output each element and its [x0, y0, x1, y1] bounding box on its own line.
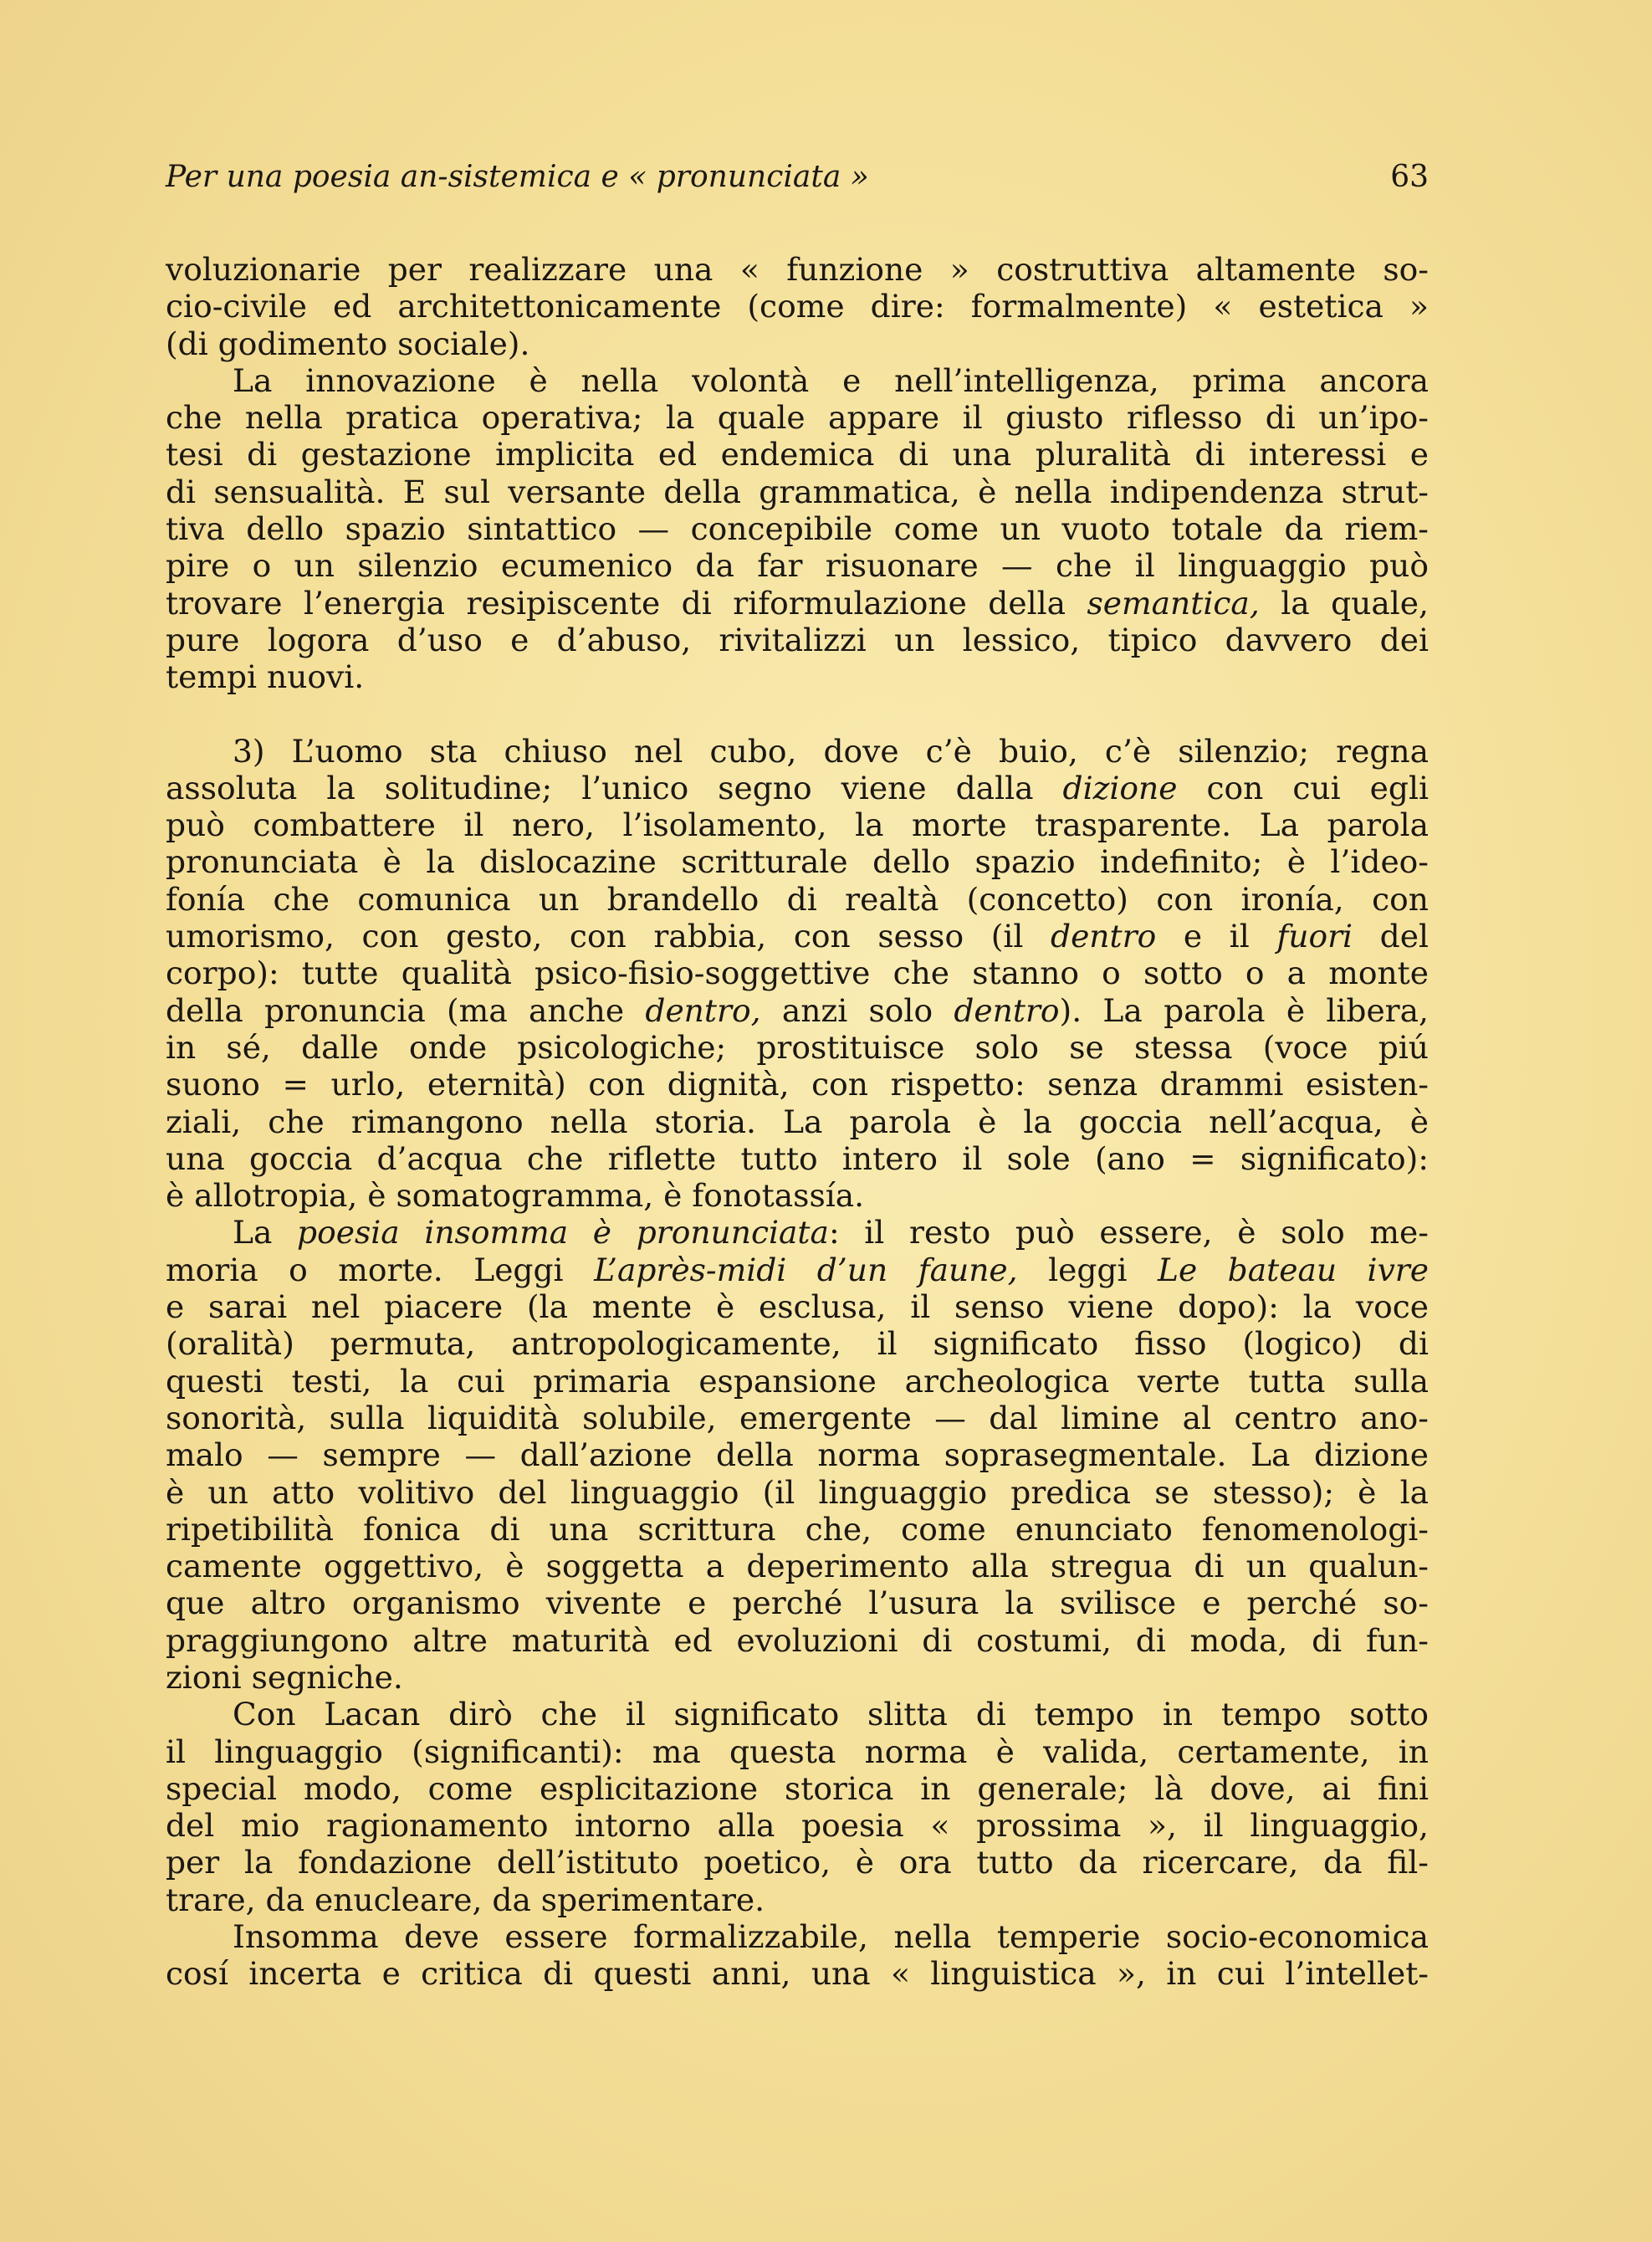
text-segment: la quale,	[1259, 584, 1429, 622]
text-line	[166, 1400, 1429, 1436]
text-line	[166, 473, 1429, 510]
text-segment: : il resto può essere, è solo me-	[828, 1214, 1429, 1252]
text-line	[166, 510, 1429, 547]
text-segment: La	[233, 1214, 298, 1252]
text-segment: e sarai nel piacere (la mente è esclusa, il senso viene dopo): la voce	[166, 1288, 1429, 1326]
text-segment: ). La parola è libera,	[1059, 991, 1429, 1029]
text-segment: que altro organismo vivente e perché l’usura la svilisce e perché so-	[166, 1584, 1429, 1622]
text-segment: suono = urlo, eternità) con dignità, con rispetto: senza drammi esisten-	[166, 1066, 1429, 1103]
text-segment: questi testi, la cui primaria espansione archeologica verte tutta sulla	[166, 1362, 1429, 1400]
text-segment: per la fondazione dell’istituto poetico, è ora tutto da ricercare, da fil-	[166, 1844, 1429, 1881]
text-segment: voluzionarie per realizzare una « funzione » costruttiva altamente so-	[166, 251, 1429, 288]
text-line	[166, 622, 1429, 658]
text-line	[166, 881, 1429, 918]
text-segment: anzi solo	[760, 991, 954, 1029]
text-segment: 3) L’uomo sta chiuso nel cubo, dove c’è buio, c’è silenzio; regna	[233, 732, 1429, 770]
text-segment: Con Lacan dirò che il significato slitta di tempo in tempo sotto	[233, 1696, 1429, 1733]
text-segment: in sé, dalle onde psicologiche; prostituisce solo se stessa (voce piú	[166, 1028, 1429, 1066]
text-line	[166, 251, 1429, 288]
text-line	[166, 1955, 1429, 1992]
text-segment: con cui egli	[1177, 769, 1429, 806]
italic-segment: Le bateau ivre	[1157, 1251, 1430, 1288]
text-line	[166, 1584, 1429, 1621]
text-segment: sonorità, sulla liquidità solubile, emergente — dal limine al centro ano-	[166, 1399, 1429, 1436]
text-segment: del	[1353, 918, 1429, 955]
body-text	[166, 251, 1429, 1993]
text-segment: malo — sempre — dall’azione della norma soprasegmentale. La dizione	[166, 1436, 1429, 1474]
italic-segment: dentro	[954, 991, 1060, 1029]
italic-segment: semantica,	[1087, 584, 1260, 622]
text-line	[166, 1548, 1429, 1584]
text-segment: trovare l’energia resipiscente di riformulazione della	[166, 584, 1087, 622]
text-segment: tesi di gestazione implicita ed endemica di una pluralità di interessi e	[166, 436, 1429, 473]
page-number: 63	[1390, 160, 1429, 194]
text-segment: è un atto volitivo del linguaggio (il linguaggio predica se stesso); è la	[166, 1473, 1429, 1511]
text-segment: trare, da enucleare, da sperimentare.	[166, 1881, 765, 1918]
text-line	[166, 1103, 1429, 1140]
text-line	[166, 1252, 1429, 1288]
text-segment: pronunciata è la dislocazine scritturale dello spazio indefinito; è l’ideo-	[166, 843, 1429, 881]
text-line	[166, 1844, 1429, 1881]
text-line	[166, 806, 1429, 843]
text-segment: corpo): tutte qualità psico-fisio-soggettive che stanno o sotto o a monte	[166, 955, 1429, 992]
text-segment: leggi	[1017, 1251, 1158, 1288]
text-line	[166, 1214, 1429, 1251]
italic-segment: dizione	[1062, 769, 1178, 806]
text-line	[166, 1622, 1429, 1659]
text-segment: del mio ragionamento intorno alla poesia « prossima », il linguaggio,	[166, 1807, 1429, 1845]
text-line	[166, 436, 1429, 473]
text-line	[166, 918, 1429, 955]
text-line	[166, 1807, 1429, 1844]
text-line	[166, 1881, 1429, 1918]
text-line	[166, 399, 1429, 436]
italic-segment: dentro	[1051, 918, 1157, 955]
text-segment: è allotropia, è somatogramma, è fonotassía.	[166, 1177, 865, 1215]
page-header	[166, 159, 1429, 196]
text-segment: special modo, come esplicitazione storica in generale; là dove, ai fini	[166, 1769, 1429, 1807]
text-segment: pire o un silenzio ecumenico da far risuonare — che il linguaggio può	[166, 547, 1429, 585]
text-segment: ziali, che rimangono nella storia. La parola è la goccia nell’acqua, è	[166, 1103, 1429, 1140]
text-line	[166, 843, 1429, 880]
text-segment: della pronuncia (ma anche	[166, 991, 646, 1029]
text-segment: (di godimento sociale).	[166, 325, 530, 362]
text-segment: pure logora d’uso e d’abuso, rivitalizzi un lessico, tipico davvero dei	[166, 621, 1429, 658]
text-segment: fonía che comunica un brandello di realtà (concetto) con ironía, con	[166, 880, 1429, 918]
text-line	[166, 288, 1429, 325]
text-segment: (oralità) permuta, antropologicamente, il significato fisso (logico) di	[166, 1325, 1429, 1363]
text-segment: camente oggettivo, è soggetta a deperimento alla stregua di un qualun-	[166, 1548, 1429, 1585]
text-line	[166, 1474, 1429, 1511]
text-segment: di sensualità. E sul versante della grammatica, è nella indipendenza strut-	[166, 473, 1429, 510]
italic-segment: fuori	[1276, 918, 1353, 955]
text-segment: praggiungono altre maturità ed evoluzioni di costumi, di moda, di fun-	[166, 1621, 1429, 1659]
text-line	[166, 1288, 1429, 1325]
text-line	[166, 658, 1429, 695]
text-segment: umorismo, con gesto, con rabbia, con sesso (il	[166, 918, 1051, 955]
text-line	[166, 547, 1429, 584]
text-line	[166, 1511, 1429, 1548]
text-segment: può combattere il nero, l’isolamento, la morte trasparente. La parola	[166, 806, 1429, 844]
italic-segment: dentro,	[645, 991, 761, 1029]
text-segment: che nella pratica operativa; la quale appare il giusto riflesso di un’ipo-	[166, 399, 1429, 437]
text-segment: e il	[1156, 918, 1277, 955]
text-line	[166, 1436, 1429, 1473]
text-line	[166, 1029, 1429, 1066]
text-segment: cio-civile ed architettonicamente (come dire: formalmente) « estetica »	[166, 288, 1429, 325]
text-segment: assoluta la solitudine; l’unico segno viene dalla	[166, 769, 1063, 806]
text-line	[166, 1918, 1429, 1955]
paragraph-gap	[166, 696, 1429, 733]
text-line	[166, 1733, 1429, 1770]
text-line	[166, 733, 1429, 770]
text-line	[166, 955, 1429, 991]
text-line	[166, 1363, 1429, 1400]
text-segment: tiva dello spazio sintattico — concepibile come un vuoto totale da riem-	[166, 510, 1429, 548]
text-line	[166, 1177, 1429, 1214]
text-line	[166, 1696, 1429, 1733]
text-segment: tempi nuovi.	[166, 658, 365, 696]
text-segment: Insomma deve essere formalizzabile, nella temperie socio-economica	[233, 1918, 1429, 1956]
text-segment: zioni segniche.	[166, 1658, 403, 1696]
text-line	[166, 585, 1429, 622]
text-line	[166, 1770, 1429, 1807]
text-line	[166, 1140, 1429, 1177]
text-line	[166, 770, 1429, 806]
running-title: Per una poesia an-sistemica e « pronunciata »	[166, 160, 869, 194]
text-line	[166, 1066, 1429, 1103]
italic-segment: poesia insomma è pronunciata	[297, 1214, 829, 1252]
text-segment: cosí incerta e critica di questi anni, una « linguistica », in cui l’intellet-	[166, 1955, 1429, 1993]
text-segment: ripetibilità fonica di una scrittura che, come enunciato fenomenologi-	[166, 1510, 1429, 1548]
italic-segment: L’après-midi d’un faune,	[594, 1251, 1018, 1288]
text-line	[166, 1659, 1429, 1696]
text-line	[166, 325, 1429, 362]
text-line	[166, 992, 1429, 1029]
text-segment: una goccia d’acqua che riflette tutto intero il sole (ano = significato):	[166, 1139, 1429, 1177]
text-line	[166, 362, 1429, 399]
text-segment: La innovazione è nella volontà e nell’intelligenza, prima ancora	[233, 361, 1429, 399]
text-segment: moria o morte. Leggi	[166, 1251, 595, 1288]
text-line	[166, 1325, 1429, 1362]
text-segment: il linguaggio (significanti): ma questa norma è valida, certamente, in	[166, 1733, 1429, 1770]
